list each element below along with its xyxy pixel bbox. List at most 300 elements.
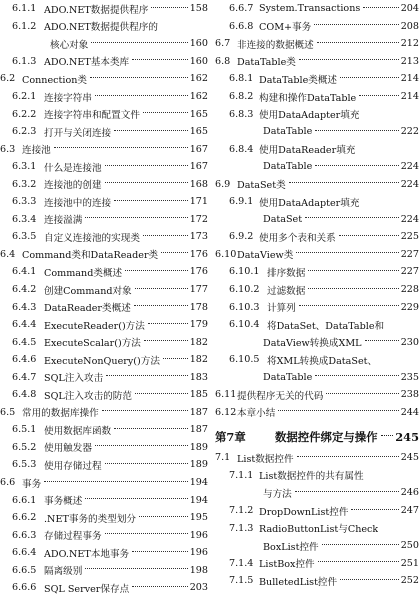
toc-entry-number: 6.9.1 bbox=[229, 196, 254, 208]
toc-entry bbox=[0, 421, 208, 439]
toc-entry-number: 6.9.2 bbox=[229, 231, 254, 243]
toc-entry-title: 连接字符串和配置文件 bbox=[44, 110, 140, 122]
toc-entry bbox=[215, 193, 419, 211]
toc-leader-dots bbox=[289, 182, 399, 183]
toc-entry-number: 6.5.2 bbox=[12, 441, 37, 453]
toc-page-number: 230 bbox=[400, 336, 419, 348]
toc-entry-title: List数据控件的共有属性 bbox=[259, 471, 364, 483]
toc-entry bbox=[215, 263, 419, 281]
toc-page-number: 224 bbox=[400, 178, 419, 190]
toc-entry-number: 6.6.7 bbox=[229, 3, 254, 15]
toc-leader-dots bbox=[95, 95, 188, 96]
toc-entry bbox=[215, 386, 419, 404]
toc-page-number: 187 bbox=[189, 406, 208, 418]
toc-entry-title: DataTable类 bbox=[237, 57, 296, 69]
toc-page-number: 214 bbox=[400, 73, 419, 85]
toc-entry-title: 核心对象 bbox=[50, 39, 89, 51]
toc-entry bbox=[215, 368, 419, 386]
toc-leader-dots bbox=[305, 217, 399, 218]
toc-entry-title: Command类和DataReader类 bbox=[22, 250, 159, 262]
toc-page-number: 194 bbox=[189, 494, 208, 506]
toc-entry-number: 6.3.1 bbox=[12, 161, 37, 173]
toc-entry-title: 连接池 bbox=[22, 145, 51, 157]
toc-leader-dots bbox=[85, 217, 187, 218]
toc-chapter-entry bbox=[215, 425, 419, 449]
toc-leader-dots bbox=[308, 270, 398, 271]
toc-entry bbox=[215, 158, 419, 176]
toc-page-number: 182 bbox=[189, 354, 208, 366]
toc-leader-dots bbox=[144, 340, 188, 341]
toc-page-number: 227 bbox=[400, 248, 419, 260]
toc-entry bbox=[0, 544, 208, 562]
toc-entry-number: 6.3.4 bbox=[12, 213, 37, 225]
toc-page-number: 165 bbox=[189, 108, 208, 120]
toc-entry-number: 6.6.1 bbox=[12, 494, 37, 506]
toc-entry bbox=[0, 175, 208, 193]
toc-leader-dots bbox=[102, 410, 188, 411]
toc-leader-dots bbox=[148, 323, 188, 324]
toc-leader-dots bbox=[322, 544, 399, 545]
toc-entry-title: SQL注入攻击 bbox=[44, 373, 104, 385]
toc-page-number: 189 bbox=[189, 459, 208, 471]
toc-entry-title: 事务概述 bbox=[44, 496, 83, 508]
toc-entry-title: 连接池的创建 bbox=[44, 180, 102, 192]
toc-entry-title: 使用数据库函数 bbox=[44, 425, 112, 437]
toc-entry bbox=[0, 88, 208, 106]
toc-entry-title: 打开与关闭连接 bbox=[44, 127, 112, 139]
toc-leader-dots bbox=[315, 165, 398, 166]
toc-entry bbox=[215, 18, 419, 36]
toc-leader-dots bbox=[359, 95, 398, 96]
toc-leader-dots bbox=[317, 42, 399, 43]
toc-entry-title: 什么是连接池 bbox=[44, 162, 102, 174]
toc-entry-number: 7.1 bbox=[215, 452, 231, 464]
toc-entry bbox=[0, 211, 208, 229]
toc-entry-title: 创建Command对象 bbox=[44, 285, 132, 297]
toc-entry-title: 使用DataReader填充 bbox=[259, 145, 356, 157]
toc-entry bbox=[0, 474, 208, 492]
toc-page-number: 160 bbox=[189, 55, 208, 67]
toc-leader-dots bbox=[91, 42, 187, 43]
toc-page-number: 203 bbox=[189, 582, 208, 594]
toc-entry-number: 6.10.2 bbox=[229, 284, 260, 296]
toc-column-right bbox=[215, 0, 419, 590]
toc-leader-dots bbox=[299, 59, 399, 60]
toc-entry bbox=[215, 404, 419, 422]
toc-entry-title: 常用的数据库操作 bbox=[22, 408, 99, 420]
toc-entry-title: 将DataSet、DataTable和 bbox=[267, 320, 385, 332]
toc-entry-number: 6.3 bbox=[0, 143, 16, 155]
toc-page-number: 247 bbox=[400, 505, 419, 517]
toc-entry-title: 连接溢满 bbox=[44, 215, 83, 227]
toc-entry-number: 6.6.5 bbox=[12, 564, 37, 576]
toc-entry bbox=[215, 554, 419, 572]
toc-leader-dots bbox=[308, 288, 398, 289]
toc-entry-number: 6.9 bbox=[215, 178, 231, 190]
toc-page-number: 228 bbox=[400, 284, 419, 296]
toc-entry bbox=[215, 537, 419, 555]
toc-leader-dots bbox=[105, 165, 188, 166]
toc-entry bbox=[0, 105, 208, 123]
toc-entry-title: 计算列 bbox=[267, 303, 296, 315]
toc-entry-title: ListBox控件 bbox=[259, 559, 315, 571]
toc-entry bbox=[0, 18, 208, 36]
toc-entry-title: 事务 bbox=[22, 478, 42, 490]
toc-page-number: 227 bbox=[400, 266, 419, 278]
toc-entry-title: ADO.NET本地事务 bbox=[44, 548, 130, 560]
toc-entry-title: 过滤数据 bbox=[267, 285, 306, 297]
toc-leader-dots bbox=[151, 7, 187, 8]
toc-page-number: 179 bbox=[189, 319, 208, 331]
toc-page-number: 252 bbox=[400, 575, 419, 587]
toc-page-number: 172 bbox=[189, 213, 208, 225]
toc-entry-number: 6.4.8 bbox=[12, 389, 37, 401]
toc-page-number: 162 bbox=[189, 73, 208, 85]
toc-entry bbox=[0, 0, 208, 18]
toc-entry-title: 提供程序无关的代码 bbox=[237, 390, 324, 402]
toc-entry-number: 6.7 bbox=[215, 38, 231, 50]
toc-entry bbox=[215, 502, 419, 520]
toc-entry-title: 使用存储过程 bbox=[44, 460, 102, 472]
toc-page-number: 167 bbox=[189, 161, 208, 173]
toc-leader-dots bbox=[132, 551, 188, 552]
toc-entry bbox=[0, 246, 208, 264]
toc-entry-title: ADO.NET数据提供程序的 bbox=[44, 22, 158, 34]
toc-leader-dots bbox=[132, 59, 188, 60]
toc-leader-dots bbox=[114, 428, 188, 429]
toc-entry bbox=[215, 316, 419, 334]
toc-entry-title: List数据控件 bbox=[237, 453, 294, 465]
toc-entry bbox=[0, 53, 208, 71]
toc-entry-title: BoxList控件 bbox=[263, 541, 319, 553]
toc-entry bbox=[0, 562, 208, 580]
toc-entry bbox=[0, 70, 208, 88]
toc-entry-number: 6.4 bbox=[0, 248, 16, 260]
toc-entry bbox=[215, 449, 419, 467]
toc-entry bbox=[215, 351, 419, 369]
toc-leader-dots bbox=[125, 270, 188, 271]
toc-page-number: 244 bbox=[400, 406, 419, 418]
toc-entry-number: 6.2.3 bbox=[12, 126, 37, 138]
toc-entry-title: Command类概述 bbox=[44, 267, 123, 279]
toc-entry bbox=[215, 572, 419, 590]
toc-entry-number: 6.1.2 bbox=[12, 20, 37, 32]
toc-entry-title: DataSet bbox=[263, 213, 303, 225]
toc-entry-number: 6.10.5 bbox=[229, 354, 260, 366]
toc-entry-number: 6.2 bbox=[0, 73, 16, 85]
toc-entry bbox=[0, 509, 208, 527]
toc-entry-number: 6.6.2 bbox=[12, 512, 37, 524]
toc-entry bbox=[215, 211, 419, 229]
toc-page-number: 173 bbox=[189, 231, 208, 243]
toc-entry bbox=[215, 105, 419, 123]
toc-entry bbox=[0, 333, 208, 351]
toc-entry-number: 6.8.4 bbox=[229, 143, 254, 155]
toc-page-number: 212 bbox=[400, 38, 419, 50]
toc-entry bbox=[0, 158, 208, 176]
toc-leader-dots bbox=[143, 112, 188, 113]
toc-leader-dots bbox=[351, 509, 398, 510]
toc-entry-number: 6.8.1 bbox=[229, 73, 254, 85]
toc-entry bbox=[0, 404, 208, 422]
toc-entry-title: COM+事务 bbox=[259, 22, 312, 34]
toc-leader-dots bbox=[135, 288, 188, 289]
toc-entry-title: ADO.NET数据提供程序 bbox=[44, 4, 149, 16]
toc-page-number: 246 bbox=[400, 487, 419, 499]
toc-entry bbox=[215, 70, 419, 88]
toc-leader-dots bbox=[163, 358, 188, 359]
toc-entry-number: 6.6.6 bbox=[12, 582, 37, 594]
toc-entry-title: 使用触发器 bbox=[44, 443, 92, 455]
toc-page-number: 160 bbox=[189, 38, 208, 50]
toc-entry bbox=[0, 456, 208, 474]
toc-entry-title: DataTable bbox=[263, 371, 313, 383]
toc-entry-number: 6.4.3 bbox=[12, 301, 37, 313]
toc-entry bbox=[215, 228, 419, 246]
toc-leader-dots bbox=[278, 410, 398, 411]
toc-page-number: 245 bbox=[395, 430, 419, 445]
toc-entry-title: DropDownList控件 bbox=[259, 506, 349, 518]
toc-entry-title: 使用DataAdapter填充 bbox=[259, 110, 360, 122]
toc-entry-title: DataTable bbox=[263, 161, 313, 173]
toc-entry bbox=[215, 0, 419, 18]
toc-page-number: 167 bbox=[189, 143, 208, 155]
toc-page-number: 204 bbox=[400, 3, 419, 15]
toc-entry-title: 使用DataAdapter填充 bbox=[259, 197, 360, 209]
toc-entry-number: 6.2.1 bbox=[12, 91, 37, 102]
toc-entry-title: 与方法 bbox=[263, 488, 292, 500]
toc-entry-title: ExecuteNonQuery()方法 bbox=[44, 355, 160, 367]
toc-leader-dots bbox=[105, 463, 188, 464]
toc-entry bbox=[215, 53, 419, 71]
toc-entry bbox=[0, 491, 208, 509]
toc-entry-title: 自定义连接池的实现类 bbox=[44, 232, 140, 244]
toc-leader-dots bbox=[161, 252, 188, 253]
toc-leader-dots bbox=[105, 182, 188, 183]
toc-entry-number: 6.10.3 bbox=[229, 301, 260, 313]
toc-entry-title: ExecuteReader()方法 bbox=[44, 320, 145, 332]
toc-entry bbox=[0, 281, 208, 299]
toc-entry-number: 7.1.1 bbox=[229, 469, 254, 481]
toc-leader-dots bbox=[318, 561, 399, 562]
toc-leader-dots bbox=[340, 77, 399, 78]
toc-entry-number: 6.8.2 bbox=[229, 91, 254, 102]
toc-entry-title: DataReader类概述 bbox=[44, 303, 131, 315]
toc-entry bbox=[215, 467, 419, 485]
toc-page-number: 168 bbox=[189, 178, 208, 190]
toc-entry-title: DataTable类概述 bbox=[259, 74, 338, 86]
toc-entry-title: Connection类 bbox=[22, 74, 87, 86]
toc-entry-title: 构建和操作DataTable bbox=[259, 92, 357, 104]
toc-page-number: 177 bbox=[189, 284, 208, 296]
toc-page-number: 208 bbox=[400, 20, 419, 32]
toc-leader-dots bbox=[326, 393, 398, 394]
toc-entry bbox=[215, 123, 419, 141]
toc-leader-dots bbox=[90, 77, 188, 78]
toc-entry-title: DataView类 bbox=[237, 250, 294, 262]
toc-leader-dots bbox=[134, 305, 188, 306]
toc-page-number: 189 bbox=[189, 441, 208, 453]
toc-entry-title: 排序数据 bbox=[267, 267, 306, 279]
toc-entry-title: System.Transactions bbox=[259, 3, 361, 15]
toc-leader-dots bbox=[340, 579, 399, 580]
toc-entry-title: 连接字符串 bbox=[44, 92, 92, 104]
toc-entry-title: RadioButtonList与Check bbox=[259, 524, 379, 536]
toc-entry-number: 6.5.1 bbox=[12, 424, 37, 436]
toc-entry-number: 6.8.3 bbox=[229, 108, 254, 120]
toc-leader-dots bbox=[339, 235, 399, 236]
toc-leader-dots bbox=[85, 498, 187, 499]
toc-leader-dots bbox=[296, 252, 398, 253]
toc-leader-dots bbox=[363, 7, 398, 8]
toc-entry bbox=[215, 246, 419, 264]
toc-entry-number: 6.6.8 bbox=[229, 20, 254, 32]
toc-entry-number: 6.1.3 bbox=[12, 55, 37, 67]
toc-entry-title: ExecuteScalar()方法 bbox=[44, 338, 141, 350]
toc-leader-dots bbox=[139, 516, 188, 517]
toc-entry-number: 6.4.7 bbox=[12, 371, 37, 383]
toc-page-number: 194 bbox=[189, 477, 208, 489]
toc-leader-dots bbox=[143, 235, 188, 236]
toc-page-number: 225 bbox=[400, 231, 419, 243]
toc-page-number: 162 bbox=[189, 91, 208, 102]
toc-page-number: 250 bbox=[400, 540, 419, 552]
toc-entry-number: 6.10 bbox=[215, 248, 237, 260]
toc-entry bbox=[215, 175, 419, 193]
toc-leader-dots bbox=[85, 568, 187, 569]
toc-entry-number: 7.1.4 bbox=[229, 557, 254, 569]
toc-entry-title: DataTable bbox=[263, 126, 313, 138]
toc-entry bbox=[0, 263, 208, 281]
toc-entry bbox=[215, 281, 419, 299]
toc-entry-title: 本章小结 bbox=[237, 408, 276, 420]
toc-page-number: 198 bbox=[189, 564, 208, 576]
toc-entry-number: 6.2.2 bbox=[12, 108, 37, 120]
toc-leader-dots bbox=[381, 435, 394, 436]
toc-entry-title: 非连接的数据概述 bbox=[237, 39, 314, 51]
toc-entry bbox=[0, 140, 208, 158]
toc-entry-title: ADO.NET基本类库 bbox=[44, 57, 130, 69]
toc-page-number: 182 bbox=[189, 336, 208, 348]
toc-entry bbox=[215, 519, 419, 537]
toc-entry-number: 6.11 bbox=[215, 389, 237, 401]
toc-entry-title: 连接池中的连接 bbox=[44, 197, 112, 209]
toc-entry-title: 隔离级别 bbox=[44, 566, 83, 578]
toc-page-number: 196 bbox=[189, 529, 208, 541]
toc-leader-dots bbox=[54, 147, 188, 148]
toc-entry-number: 6.4.4 bbox=[12, 319, 37, 331]
toc-page-number: 251 bbox=[400, 557, 419, 569]
toc-entry-title: SQL Server保存点 bbox=[44, 583, 130, 595]
toc-entry bbox=[0, 386, 208, 404]
toc-entry bbox=[0, 439, 208, 457]
toc-page-number: 183 bbox=[189, 371, 208, 383]
toc-leader-dots bbox=[295, 491, 399, 492]
toc-entry bbox=[215, 484, 419, 502]
toc-entry-number: 6.5.3 bbox=[12, 459, 37, 471]
toc-page-number: 214 bbox=[400, 91, 419, 102]
toc-page-number: 158 bbox=[189, 3, 208, 15]
toc-entry-number: 7.1.3 bbox=[229, 522, 254, 534]
toc-entry bbox=[215, 333, 419, 351]
toc-page-number: 245 bbox=[400, 452, 419, 464]
toc-page-number: 171 bbox=[189, 196, 208, 208]
toc-entry-title: DataView转换成XML bbox=[263, 338, 362, 350]
toc-leader-dots bbox=[106, 375, 188, 376]
toc-page-number: 176 bbox=[189, 266, 208, 278]
toc-column-left bbox=[0, 0, 208, 597]
toc-leader-dots bbox=[114, 130, 188, 131]
toc-entry-title: 使用多个表和关系 bbox=[259, 232, 336, 244]
toc-page-number: 229 bbox=[400, 301, 419, 313]
toc-entry-number: 6.10.4 bbox=[229, 319, 260, 331]
toc-entry-title: DataSet类 bbox=[237, 180, 286, 192]
toc-entry-number: 6.5 bbox=[0, 406, 16, 418]
toc-entry-number: 6.6.3 bbox=[12, 529, 37, 541]
toc-leader-dots bbox=[365, 340, 399, 341]
toc-entry-number: 6.4.2 bbox=[12, 284, 37, 296]
toc-entry bbox=[0, 351, 208, 369]
toc-entry-title: 数据控件绑定与操作 bbox=[275, 430, 378, 445]
toc-entry-title: .NET事务的类型划分 bbox=[44, 513, 137, 525]
toc-entry-number: 7.1.5 bbox=[229, 575, 254, 587]
toc-entry bbox=[0, 298, 208, 316]
toc-leader-dots bbox=[135, 393, 188, 394]
toc-page-number: 235 bbox=[400, 371, 419, 383]
toc-leader-dots bbox=[297, 456, 399, 457]
toc-entry-number: 6.6 bbox=[0, 477, 16, 489]
toc-leader-dots bbox=[44, 481, 188, 482]
toc-entry bbox=[0, 35, 208, 53]
toc-entry bbox=[0, 316, 208, 334]
toc-page-number: 222 bbox=[400, 126, 419, 138]
toc-leader-dots bbox=[299, 305, 399, 306]
toc-entry-number: 6.4.5 bbox=[12, 336, 37, 348]
toc-leader-dots bbox=[114, 200, 188, 201]
toc-entry bbox=[0, 123, 208, 141]
toc-entry bbox=[0, 228, 208, 246]
toc-entry bbox=[215, 140, 419, 158]
toc-entry bbox=[0, 526, 208, 544]
toc-entry-number: 6.4.1 bbox=[12, 266, 37, 278]
toc-page-number: 178 bbox=[189, 301, 208, 313]
toc-entry-number: 6.1.1 bbox=[12, 3, 37, 15]
toc-leader-dots bbox=[95, 445, 188, 446]
toc-page-number: 196 bbox=[189, 547, 208, 559]
toc-entry-title: 存储过程事务 bbox=[44, 531, 102, 543]
toc-entry-title: 将XML转换成DataSet、 bbox=[267, 355, 378, 367]
toc-page-number: 238 bbox=[400, 389, 419, 401]
toc-leader-dots bbox=[105, 533, 188, 534]
toc-page-number: 185 bbox=[189, 389, 208, 401]
toc-page-number: 213 bbox=[400, 55, 419, 67]
toc-entry bbox=[215, 298, 419, 316]
toc-entry-title: BulletedList控件 bbox=[259, 576, 338, 588]
toc-page-number: 224 bbox=[400, 161, 419, 173]
toc-entry-number: 7.1.2 bbox=[229, 505, 254, 517]
toc-entry bbox=[215, 88, 419, 106]
toc-entry-number: 6.3.3 bbox=[12, 196, 37, 208]
toc-entry-number: 6.10.1 bbox=[229, 266, 260, 278]
toc-page-number: 176 bbox=[189, 248, 208, 260]
toc-entry-title: SQL注入攻击的防范 bbox=[44, 390, 132, 402]
toc-page-number: 224 bbox=[400, 213, 419, 225]
toc-entry-number: 6.12 bbox=[215, 406, 237, 418]
toc-entry bbox=[0, 579, 208, 597]
toc-entry-number: 6.8 bbox=[215, 55, 231, 67]
toc-entry-number: 6.6.4 bbox=[12, 547, 37, 559]
toc-entry-number: 6.3.5 bbox=[12, 231, 37, 243]
